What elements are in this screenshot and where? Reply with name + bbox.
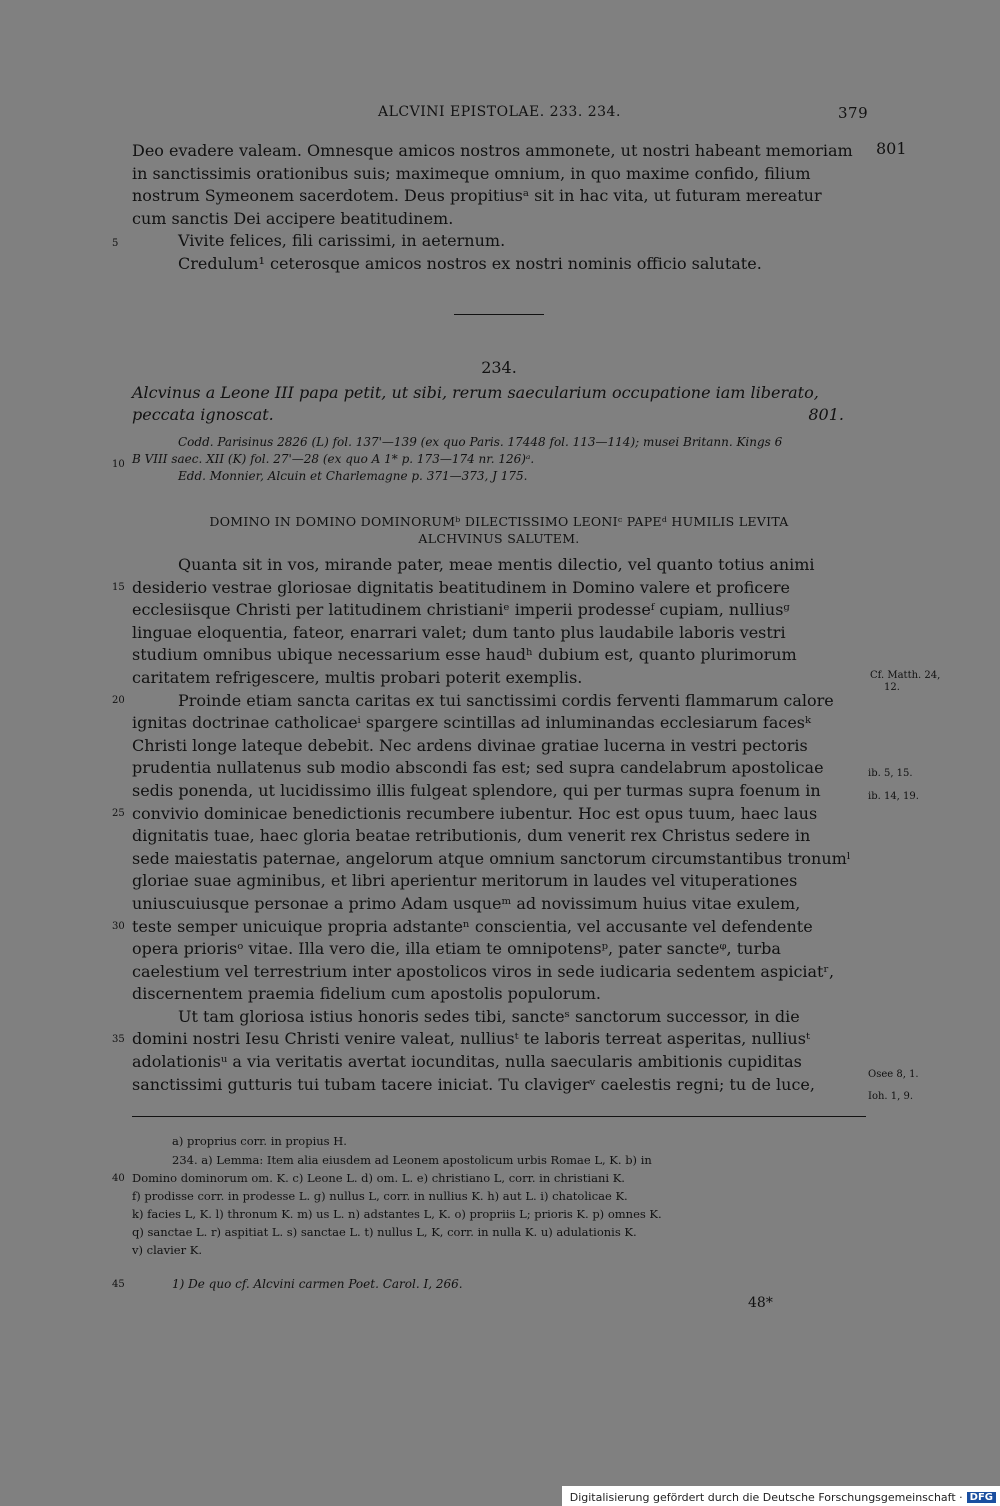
text-line: dignitatis tuae, haec gloria beatae retributionis, dum venerit rex Christus sedere in (132, 826, 811, 846)
summary-text: peccata ignoscat. (132, 405, 274, 424)
text-line: ignitas doctrinae catholicaeⁱ spargere scintillas ad inluminandas ecclesiarum facesᵏ (132, 713, 811, 733)
margin-ref: 12. (884, 682, 900, 693)
text-line: uniuscuiusque personae a primo Adam usqueᵐ ad novissimum huius vitae exulem, (132, 893, 801, 913)
line-number: 30 (112, 921, 125, 932)
text-line: Quanta sit in vos, mirande pater, meae mentis dilectio, vel quanto totius animi (178, 555, 815, 574)
text-line: caelestium vel terrestrium inter apostolicos viros in sede iudicaria sedentem aspiciatʳ, (132, 961, 835, 981)
text-line: nostrum Symeonem sacerdotem. Deus propitiusᵃ sit in hac vita, ut futuram mereatur (132, 186, 822, 206)
codd-line: B VIII saec. XII (K) fol. 27'—28 (ex quo A 1* p. 173—174 nr. 126)ᵃ. (132, 452, 535, 466)
text-line: studium omnibus ubique necessarium esse haudʰ dubium est, quanto plurimorum (132, 645, 797, 665)
text-line: opera priorisᵒ vitae. Illa vero die, illa etiam te omnipotensᵖ, pater sancteᵠ, turba (132, 939, 781, 959)
text-line: prudentia nullatenus sub modio abscondi fas est; sed supra candelabrum apostolicae (132, 758, 824, 778)
text-line: Ut tam gloriosa istius honoris sedes tibi, sancteˢ sanctorum successor, in die (178, 1006, 800, 1026)
vivite-line: Vivite felices, fili carissimi, in aeternum. (178, 231, 506, 251)
margin-year: 801 (876, 139, 907, 158)
line-number: 25 (112, 808, 125, 819)
footnote-line: Domino dominorum om. K. c) Leone L. d) om. L. e) christiano L, corr. in christiani K. (132, 1171, 625, 1185)
text-line: cum sanctis Dei accipere beatitudinem. (132, 208, 454, 228)
line-number: 15 (112, 582, 125, 593)
footnote-line: f) prodisse corr. in prodesse L. g) nullus L, corr. in nullius K. h) aut L. i) chatolicae K. (132, 1189, 628, 1203)
line-number: 10 (112, 459, 125, 470)
text-line: teste semper unicuique propria adstanteⁿ conscientia, vel accusante vel defendente (132, 916, 813, 936)
footnote-line: 234. a) Lemma: Item alia eiusdem ad Leonem apostolicum urbis Romae L, K. b) in (172, 1153, 652, 1167)
text-line: sede maiestatis paternae, angelorum atque omnium sanctorum circumstantibus tronumˡ (132, 848, 851, 868)
line-number: 40 (112, 1173, 125, 1184)
footer-text: Digitalisierung gefördert durch die Deutsche Forschungsgemeinschaft · (569, 1490, 963, 1504)
summary-line: Alcvinus a Leone III papa petit, ut sibi, rerum saecularium occupatione iam liberato, (132, 383, 819, 402)
section-divider (454, 314, 544, 315)
text-line: Christi longe lateque debebit. Nec ardens divinae gratiae lucerna in vestri pectoris (132, 735, 808, 755)
text-line: ecclesiisque Christi per latitudinem christianiᵉ imperii prodesseᶠ cupiam, nulliusᵍ (132, 600, 790, 620)
source-footnote: 1) De quo cf. Alcvini carmen Poet. Carol. I, 266. (172, 1277, 463, 1291)
text-line: convivio dominicae benedictionis recumbere iubentur. Hoc est opus tuum, haec laus (132, 803, 818, 823)
summary-line (132, 404, 866, 426)
edd-line: Edd. Monnier, Alcuin et Charlemagne p. 371—373, J 175. (178, 469, 528, 483)
salutation-line: DOMINO IN DOMINO DOMINORUMᵇ DILECTISSIMO LEONIᶜ PAPEᵈ HUMILIS LEVITA (209, 514, 789, 529)
footnote-line: k) facies L, K. l) thronum K. m) us L. n) adstantes L, K. o) propriis L; prioris K. p) omnes K. (132, 1207, 662, 1221)
text-line: sedis ponenda, ut lucidissimo illis fulgeat splendore, qui per turmas supra foenum in (132, 780, 821, 800)
text-line: Proinde etiam sancta caritas ex tui sanctissimi cordis ferventi flammarum calore (178, 690, 834, 710)
signature-mark: 48* (748, 1295, 773, 1311)
line-number: 35 (112, 1034, 125, 1045)
text-line: desiderio vestrae gloriosae dignitatis beatitudinem in Domino valere et proficere (132, 577, 790, 597)
margin-ref: Osee 8, 1. (868, 1069, 919, 1080)
margin-ref: Cf. Matth. 24, (870, 670, 941, 681)
text-line: discernentem praemia fidelium cum apostolis populorum. (132, 984, 601, 1004)
dfg-logo: DFG (967, 1492, 996, 1503)
salutation (132, 513, 866, 547)
credulum-line: Credulum¹ ceterosque amicos nostros ex nostri nominis officio salutate. (178, 253, 762, 273)
dfg-footer (562, 1486, 1000, 1506)
margin-ref: Ioh. 1, 9. (868, 1091, 914, 1102)
letter-summary (132, 382, 866, 426)
intro-block (132, 140, 866, 276)
text-line: in sanctissimis orationibus suis; maximeque omnium, in quo maxime confido, filium (132, 163, 811, 183)
running-title: ALCVINI EPISTOLAE. 233. 234. (378, 104, 621, 120)
codd-line: Codd. Parisinus 2826 (L) fol. 137'—139 (ex quo Paris. 17448 fol. 113—114); musei Britann. Kings 6 (178, 435, 783, 449)
margin-ref: ib. 5, 15. (868, 768, 913, 779)
page-number: 379 (838, 104, 869, 122)
text-line: caritatem refrigescere, multis probari poterit exemplis. (132, 667, 583, 687)
text-line: linguae eloquentia, fateor, enarrari valet; dum tanto plus laudabile laboris vestri (132, 622, 786, 642)
letter-text (132, 554, 866, 1096)
footnotes-234 (132, 1151, 866, 1259)
text-line: sanctissimi gutturis tui tubam tacere iniciat. Tu clavigerᵛ caelestis regni; tu de luce, (132, 1074, 815, 1094)
footnote-line: q) sanctae L. r) aspitiat L. s) sanctae L. t) nullus L, K, corr. in nulla K. u) adulationis K. (132, 1225, 637, 1239)
footnote-prev: a) proprius corr. in propius H. (172, 1134, 347, 1148)
line-number: 20 (112, 695, 125, 706)
line-number: 5 (112, 238, 119, 249)
text-line: domini nostri Iesu Christi venire valeat, nulliusᵗ te laboris terreat asperitas, nulliusᵗ (132, 1029, 810, 1049)
line-number: 45 (112, 1279, 125, 1290)
salutation-line: ALCHVINUS SALUTEM. (418, 531, 580, 546)
letter-year: 801. (808, 405, 844, 424)
margin-ref: ib. 14, 19. (868, 791, 919, 802)
running-header (0, 104, 1000, 126)
manuscripts (132, 434, 866, 485)
footnote-line: v) clavier K. (132, 1243, 202, 1257)
text-line: gloriae suae agminibus, et libri aperientur meritorum in laudes vel vituperationes (132, 871, 798, 891)
text-line: adolationisᵘ a via veritatis avertat iocunditas, nulla saecularis ambitionis cupiditas (132, 1052, 802, 1072)
text-line: Deo evadere valeam. Omnesque amicos nostros ammonete, ut nostri habeant memoriam (132, 141, 853, 160)
footnote-rule (132, 1116, 866, 1117)
letter-number: 234. (481, 358, 517, 377)
